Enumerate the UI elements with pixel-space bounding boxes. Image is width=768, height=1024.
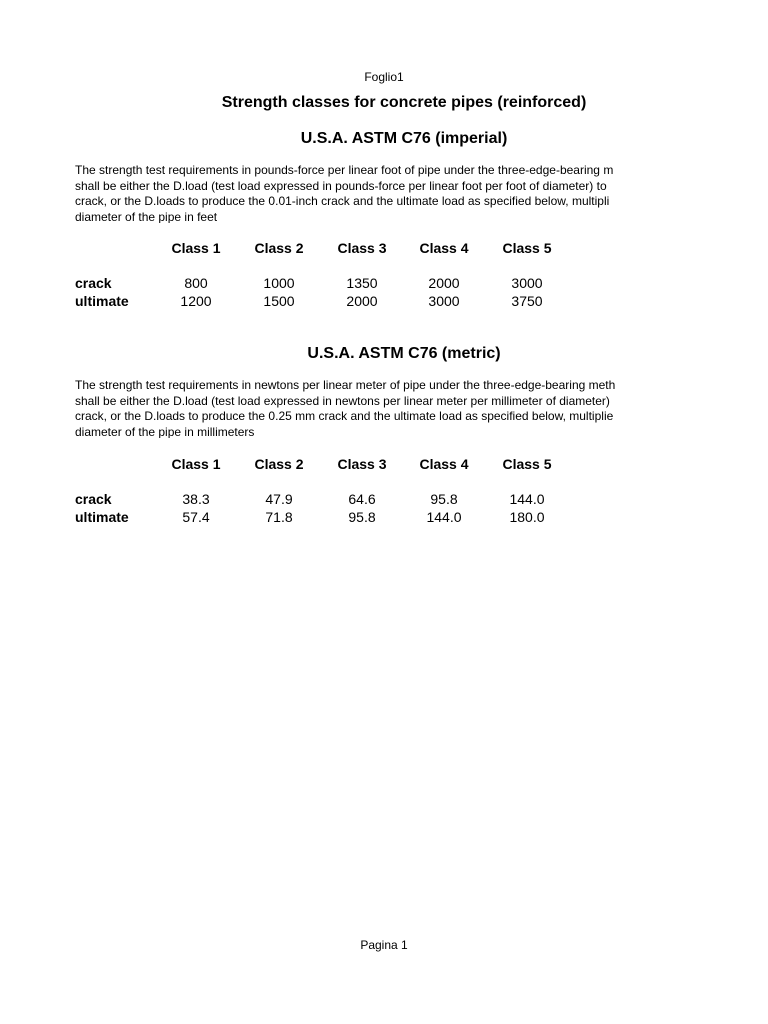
table-cell: 1000: [263, 275, 295, 291]
table-cell: 95.8: [430, 491, 458, 507]
table-cell: 180.0: [509, 509, 545, 525]
section-title-imperial: U.S.A. ASTM C76 (imperial): [300, 130, 508, 147]
table-cell: 57.4: [182, 509, 210, 525]
description-metric: [75, 378, 655, 438]
column-header-class-2: Class 2: [254, 456, 304, 472]
table-cell: 800: [184, 275, 208, 291]
description-imperial: [75, 163, 655, 223]
table-cell: 2000: [428, 275, 460, 291]
table-cell: 1500: [263, 293, 295, 309]
column-header-class-4: Class 4: [419, 240, 469, 256]
column-header-class-3: Class 3: [337, 240, 387, 256]
sheet-name-header: Foglio1: [364, 70, 404, 84]
table-cell: 38.3: [182, 491, 210, 507]
description-line: crack, or the D.loads to produce the 0.01-inch crack and the ultimate load as specified below, multipli: [75, 194, 610, 208]
description-line: diameter of the pipe in millimeters: [75, 424, 255, 438]
column-header-class-5: Class 5: [502, 240, 552, 256]
description-line: The strength test requirements in newtons per linear meter of pipe under the three-edge-bearing meth: [75, 378, 616, 392]
table-cell: 2000: [346, 293, 378, 309]
column-header-class-4: Class 4: [419, 456, 469, 472]
row-label-ultimate: ultimate: [75, 509, 129, 525]
column-header-class-2: Class 2: [254, 240, 304, 256]
column-header-class-1: Class 1: [171, 240, 221, 256]
table-cell: 64.6: [348, 491, 376, 507]
column-header-class-5: Class 5: [502, 456, 552, 472]
table-cell: 3000: [428, 293, 460, 309]
table-cell: 71.8: [265, 509, 293, 525]
document-title: Strength classes for concrete pipes (reinforced): [221, 94, 587, 111]
description-line: shall be either the D.load (test load expressed in pounds-force per linear foot per foot of diameter) to: [75, 178, 607, 193]
table-cell: 3750: [511, 293, 543, 309]
page-number-footer: Pagina 1: [360, 938, 408, 952]
strength-table-metric: [0, 453, 768, 533]
description-line: diameter of the pipe in feet: [75, 209, 218, 223]
description-line: The strength test requirements in pounds-force per linear foot of pipe under the three-edge-bearing m: [75, 163, 614, 177]
description-line: shall be either the D.load (test load expressed in newtons per linear meter per millimeter of diameter): [75, 393, 610, 408]
table-cell: 1350: [346, 275, 378, 291]
table-cell: 47.9: [265, 491, 293, 507]
column-header-class-3: Class 3: [337, 456, 387, 472]
description-line: crack, or the D.loads to produce the 0.25 mm crack and the ultimate load as specified below, multiplie: [75, 409, 614, 423]
table-cell: 1200: [180, 293, 212, 309]
row-label-ultimate: ultimate: [75, 293, 129, 309]
table-cell: 95.8: [348, 509, 376, 525]
table-cell: 144.0: [509, 491, 545, 507]
table-cell: 3000: [511, 275, 543, 291]
section-title-metric: U.S.A. ASTM C76 (metric): [307, 345, 501, 362]
column-header-class-1: Class 1: [171, 456, 221, 472]
row-label-crack: crack: [75, 491, 112, 507]
row-label-crack: crack: [75, 275, 112, 291]
table-cell: 144.0: [426, 509, 462, 525]
strength-table-imperial: [0, 237, 768, 317]
